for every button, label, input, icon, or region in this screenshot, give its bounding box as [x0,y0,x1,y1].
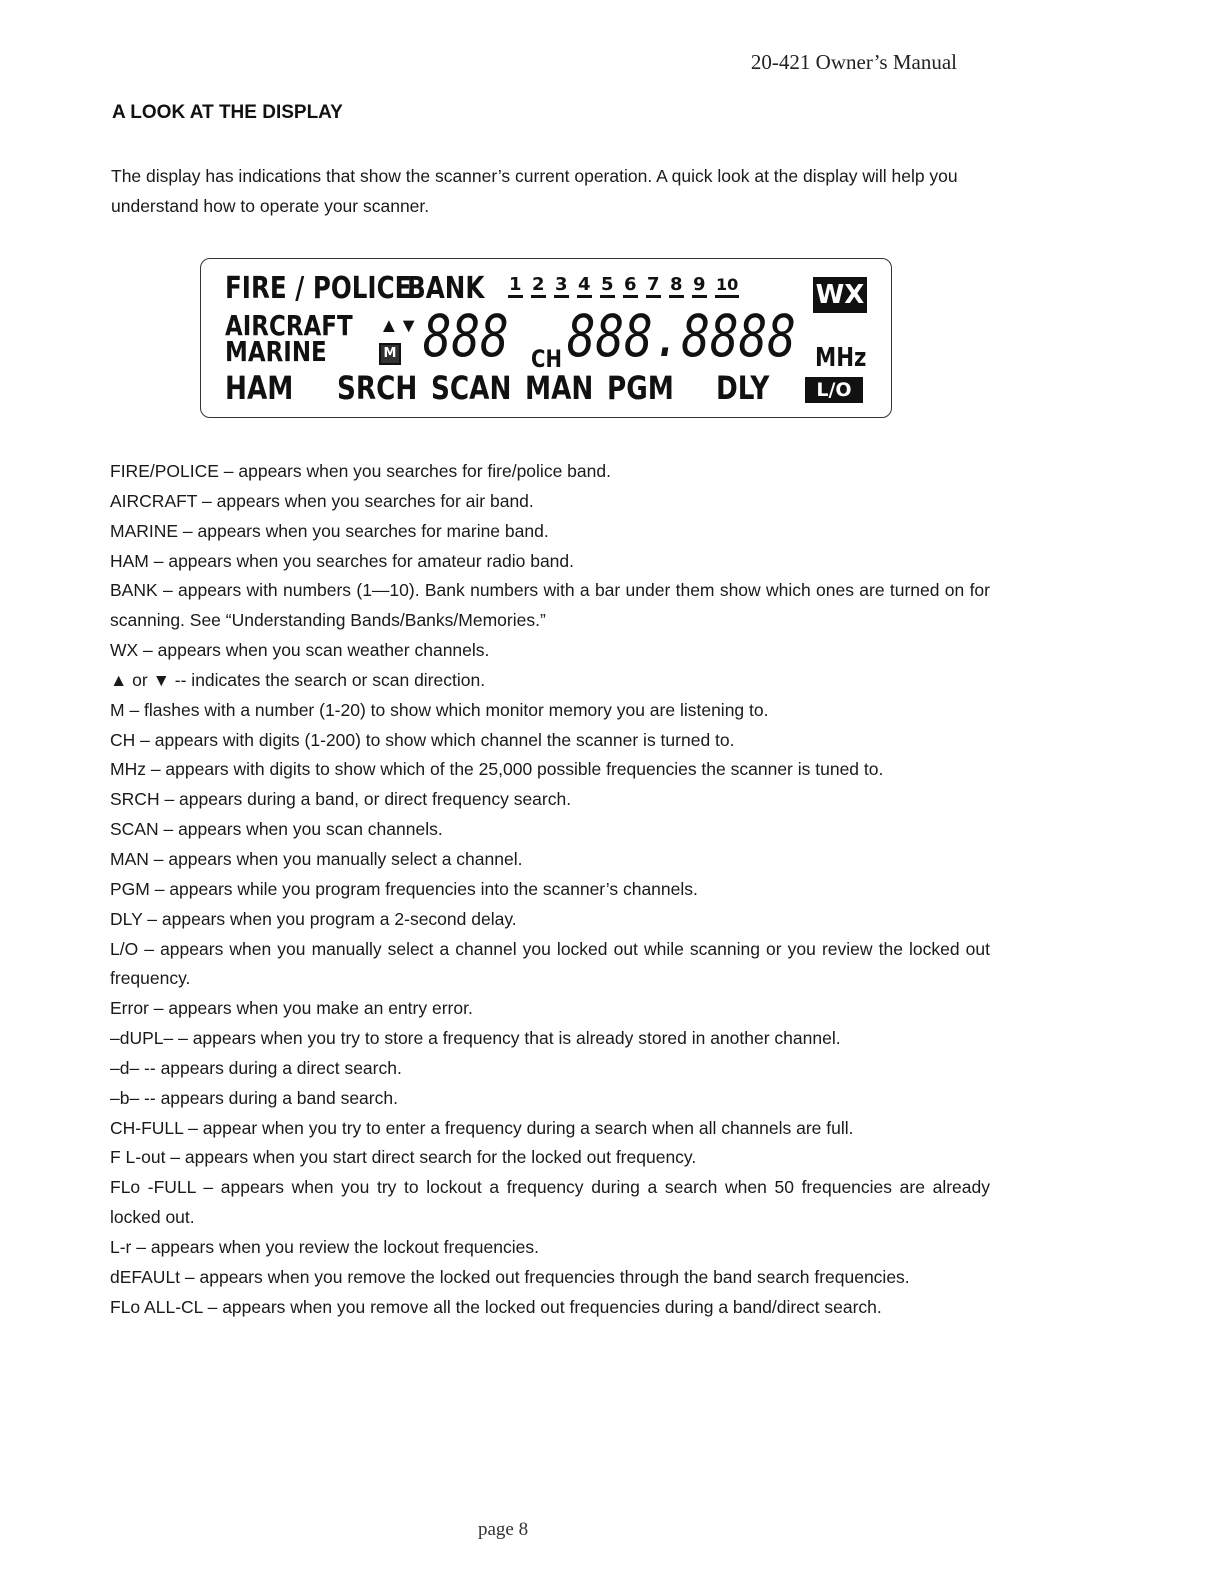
lcd-marine-label: MARINE [225,335,327,368]
lcd-mhz-label: MHz [815,343,867,373]
definition-item: CH-FULL – appear when you try to enter a frequency during a search when all channels are full. [110,1117,854,1138]
definition-item: SRCH – appears during a band, or direct frequency search. [110,789,572,810]
bank-number: 1 [508,275,523,298]
definition-item: SCAN – appears when you scan channels. [110,819,443,840]
lcd-pgm-label: PGM [607,369,674,407]
lcd-fire-police-label: FIRE / POLICE [225,271,412,306]
lcd-wx-indicator: WX [813,277,867,313]
header-title: 20-421 Owner’s Manual [750,50,957,74]
definition-item: FIRE/POLICE – appears when you searches for fire/police band. [110,461,611,481]
definition-item: –d– -- appears during a direct search. [110,1057,402,1078]
bank-number: 6 [623,275,638,298]
lcd-dly-label: DLY [716,369,770,407]
definition-item: FLo -FULL – appears when you try to lockout a frequency during a search when 50 frequencies are already locked out. [110,1177,990,1228]
bank-number: 2 [531,275,546,298]
bank-number: 4 [577,275,592,298]
lcd-scan-label: SCAN [431,369,512,407]
definition-item: CH – appears with digits (1-200) to show which channel the scanner is turned to. [110,729,735,750]
bank-number: 9 [692,275,707,298]
definition-item: AIRCRAFT – appears when you searches for air band. [110,490,534,511]
definition-item: FLo ALL-CL – appears when you remove all the locked out frequencies during a band/direct search. [110,1296,882,1317]
definition-item: MARINE – appears when you searches for marine band. [110,520,549,541]
definition-item: M – flashes with a number (1-20) to show which monitor memory you are listening to. [110,699,769,720]
lcd-ham-label: HAM [225,369,294,407]
section-heading: A LOOK AT THE DISPLAY [112,102,343,123]
bank-number: 10 [715,275,739,298]
definition-item: ▲ or ▼ -- indicates the search or scan direction. [110,669,486,690]
page-number: page 8 [478,1519,529,1540]
definition-item: DLY – appears when you program a 2-second delay. [110,908,517,929]
bank-number: 7 [646,275,661,298]
definition-item: MHz – appears with digits to show which of the 25,000 possible frequencies the scanner is tuned to. [110,759,884,780]
definition-item: HAM – appears when you searches for amateur radio band. [110,550,575,571]
bank-number: 8 [669,275,684,298]
bank-number: 5 [600,275,615,298]
definition-item: WX – appears when you scan weather channels. [110,640,490,661]
definition-item: Error – appears when you make an entry error. [110,998,473,1019]
lcd-ch-label: CH [531,345,562,373]
lcd-m-indicator: M [379,343,401,365]
lcd-srch-label: SRCH [337,369,418,407]
lcd-frequency-digits: 888.8888 [567,302,797,370]
definition-item: dEFAULt – appears when you remove the locked out frequencies through the band search frequencies. [110,1266,910,1287]
lcd-man-label: MAN [525,369,594,407]
definition-item: PGM – appears while you program frequencies into the scanner’s channels. [110,878,698,899]
lcd-direction-arrows-icon: ▲▼ [379,315,419,337]
bank-number: 3 [554,275,569,298]
definition-item: F L-out – appears when you start direct search for the locked out frequency. [110,1147,697,1168]
lcd-channel-digits: 888 [423,302,509,370]
definition-item: L-r – appears when you review the lockout frequencies. [110,1236,539,1257]
lcd-bank-label: BANK [407,271,485,306]
lcd-display-illustration [200,258,892,418]
definition-item: –b– -- appears during a band search. [110,1087,398,1108]
definition-item: –dUPL– – appears when you try to store a frequency that is already stored in another channel. [110,1028,841,1049]
definition-item: BANK – appears with numbers (1—10). Bank numbers with a bar under them show which ones are turned on for scanning. See “Understanding Bands/Banks/Memories.” [110,580,990,631]
lcd-aircraft-label: AIRCRAFT [225,309,353,342]
intro-paragraph: The display has indications that show the scanner’s current operation. A quick look at the display will help you understand how to operate your scanner. [111,166,958,216]
lcd-lo-indicator: L/O [805,377,863,403]
definition-item: L/O – appears when you manually select a channel you locked out while scanning or you review the locked out frequency. [110,938,990,989]
definition-item: MAN – appears when you manually select a channel. [110,848,523,869]
indicator-definitions-list [110,457,990,1322]
